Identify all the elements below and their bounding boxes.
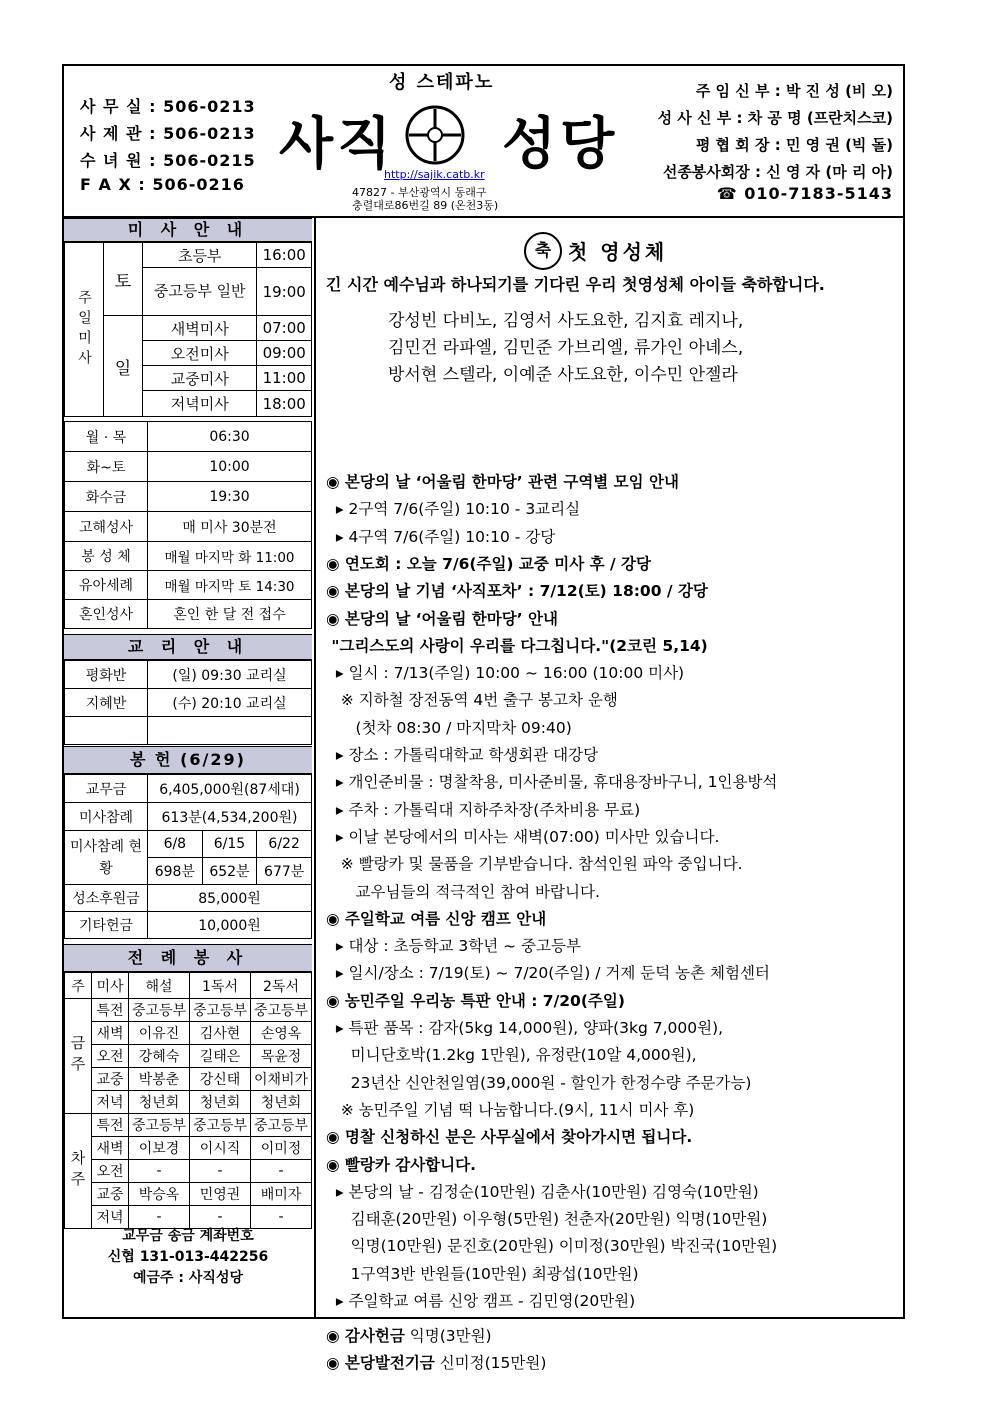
liturgy-cell: 오전 <box>92 1045 129 1068</box>
liturgy-cell: - <box>190 1160 251 1183</box>
liturgy-cell: 청년회 <box>251 1091 312 1114</box>
liturgy-cell: 이유진 <box>129 1022 190 1045</box>
liturgy-cell: 중고등부 <box>251 1114 312 1137</box>
notice-line: ◉ 농민주일 우리농 특판 안내 : 7/20(주일) <box>326 991 625 1010</box>
liturgy-cell: - <box>129 1160 190 1183</box>
liturgy-cell: 새벽 <box>92 1022 129 1045</box>
notice-line: ▸ 일시/장소 : 7/19(토) ~ 7/20(주일) / 거제 둔덕 농촌 체험센터 <box>326 964 770 983</box>
liturgy-head: 2독서 <box>251 973 312 999</box>
weekday-time: 혼인 한 달 전 접수 <box>148 600 312 629</box>
weekday-time: 매월 마지막 토 14:30 <box>148 571 312 600</box>
sunday-label: 주일미사 <box>65 243 104 417</box>
notice-line: 23년산 신안천일염(39,000원 - 할인가 한정수량 주문가능) <box>326 1073 752 1092</box>
liturgy-cell: 박봉춘 <box>129 1068 190 1091</box>
notice-line: 익명(10만원) 문진호(20만원) 이미정(30만원) 박진국(10만원) <box>326 1237 778 1256</box>
weekday-name: 유아세례 <box>65 571 148 600</box>
liturgy-cell: 저녁 <box>92 1206 129 1229</box>
weekday-name: 봉 성 체 <box>65 542 148 571</box>
notice-line: ▸ 일시 : 7/13(주일) 10:00 ~ 16:00 (10:00 미사) <box>326 664 685 683</box>
liturgy-cell: 교중 <box>92 1068 129 1091</box>
liturgy-head: 주 <box>65 973 92 999</box>
offering-name: 교무금 <box>65 775 148 803</box>
notice-line: 1구역3반 반원들(10만원) 최광섭(10만원) <box>326 1264 639 1283</box>
liturgy-cell: 저녁 <box>92 1091 129 1114</box>
notice-line: 김태훈(20만원) 이우형(5만원) 천춘자(20만원) 익명(10만원) <box>326 1210 768 1229</box>
phone-number: ☎ 010-7183-5143 <box>716 184 893 203</box>
class-time: (일) 09:30 교리실 <box>148 661 312 689</box>
weekday-time: 19:30 <box>148 482 312 512</box>
names-line: 김민건 라파엘, 김민준 가브리엘, 류가인 아녜스, <box>388 338 744 358</box>
first-communion-title: 첫 영성체 <box>568 240 668 264</box>
notice-line: ▸ 본당의 날 - 김정순(10만원) 김춘사(10만원) 김영숙(10만원) <box>326 1182 759 1201</box>
sun-label: 일 <box>104 316 143 417</box>
staff-assistant: 성 사 신 부 : 차 공 명 (프란치스코) <box>657 109 893 127</box>
mass-time: 16:00 <box>257 243 312 268</box>
account-holder: 예금주 : 사직성당 <box>132 1270 243 1286</box>
attendance-label: 미사참례 현황 <box>65 831 148 885</box>
notice-line: ※ 지하철 장전동역 4번 출구 봉고차 운행 <box>326 691 618 710</box>
class-name: 지혜반 <box>65 689 148 717</box>
parish-logo-icon <box>404 104 466 166</box>
liturgy-cell: 길태은 <box>190 1045 251 1068</box>
liturgy-cell: - <box>190 1206 251 1229</box>
weekday-time: 매월 마지막 화 11:00 <box>148 542 312 571</box>
liturgy-cell: 강혜숙 <box>129 1045 190 1068</box>
liturgy-cell: 손영옥 <box>251 1022 312 1045</box>
attendance-date: 6/15 <box>202 831 257 858</box>
mass-time: 07:00 <box>257 316 312 341</box>
mass-name: 새벽미사 <box>143 316 257 341</box>
notice-line: ▸ 개인준비물 : 명찰착용, 미사준비물, 휴대용장바구니, 1인용방석 <box>326 773 778 792</box>
weekday-name: 혼인성사 <box>65 600 148 629</box>
liturgy-cell: - <box>251 1206 312 1229</box>
notice-line: ◉ 명찰 신청하신 분은 사무실에서 찾아가시면 됩니다. <box>326 1128 693 1147</box>
liturgy-cell: 중고등부 <box>190 1114 251 1137</box>
liturgy-head: 해설 <box>129 973 190 999</box>
liturgy-cell: 이미정 <box>251 1137 312 1160</box>
offering-name: 성소후원금 <box>65 885 148 912</box>
doctrine-title: 교 리 안 내 <box>64 634 312 660</box>
notice-line: ※ 빨랑카 및 물품을 기부받습니다. 참석인원 파악 중입니다. <box>326 855 743 874</box>
liturgy-cell: 청년회 <box>190 1091 251 1114</box>
notice-line: ◉ 본당의 날 기념 ‘사직포차’ : 7/12(토) 18:00 / 강당 <box>326 582 708 601</box>
parish-url[interactable]: http://sajik.catb.kr <box>384 168 485 181</box>
weekday-name: 고해성사 <box>65 512 148 542</box>
offering-name: 미사참례 <box>65 803 148 831</box>
header <box>64 66 903 218</box>
mass-name: 오전미사 <box>143 341 257 366</box>
parish-address: 47827 - 부산광역시 동래구 충렬대로86번길 89 (온천3동) <box>352 186 499 212</box>
notice-line: ◉ 본당의 날 ‘어울림 한마당’ 안내 <box>326 609 558 628</box>
class-time: (수) 20:10 교리실 <box>148 689 312 717</box>
weekday-name: 화수금 <box>65 482 148 512</box>
staff-service: 선종봉사회장 : 신 영 자 (마 리 아) <box>662 163 893 181</box>
liturgy-cell: 김사현 <box>190 1022 251 1045</box>
liturgy-cell: 배미자 <box>251 1183 312 1206</box>
offering-table <box>64 774 312 939</box>
sat-label: 토 <box>104 243 143 316</box>
first-communion-names <box>388 308 743 389</box>
weekday-time: 10:00 <box>148 452 312 482</box>
offering-value: 6,405,000원(87세대) <box>148 775 312 803</box>
attendance-value: 652분 <box>202 858 257 885</box>
class-name: 평화반 <box>65 661 148 689</box>
liturgy-cell: 이보경 <box>129 1137 190 1160</box>
liturgy-cell: 중고등부 <box>251 999 312 1022</box>
account-info <box>64 1226 312 1289</box>
notice-line: ◉ 본당의 날 ‘어울림 한마당’ 관련 구역별 모임 안내 <box>326 473 679 491</box>
contact-office: 사 무 실 : 506-0213 <box>80 97 256 116</box>
mass-title: 미 사 안 내 <box>64 218 312 242</box>
attendance-date: 6/22 <box>257 831 312 858</box>
celebration-badge-icon: 축 <box>524 232 562 270</box>
mass-time: 19:00 <box>257 268 312 316</box>
notice-line: 미니단호박(1.2kg 1만원), 유정란(10알 4,000원), <box>326 1046 697 1065</box>
notice-line: ◉ 빨랑카 감사합니다. <box>326 1155 476 1174</box>
notice-line: ▸ 주일학교 여름 신앙 캠프 - 김민영(20만원) <box>326 1292 636 1310</box>
offering-value: 613분(4,534,200원) <box>148 803 312 831</box>
liturgy-cell: 특전 <box>92 999 129 1022</box>
liturgy-head: 미사 <box>92 973 129 999</box>
liturgy-cell: - <box>129 1206 190 1229</box>
parish-patron: 성 스테파노 <box>389 72 495 93</box>
class-time <box>148 717 312 745</box>
liturgy-cell: 이채비가 <box>251 1068 312 1091</box>
liturgy-title: 전 례 봉 사 <box>64 944 312 972</box>
left-column <box>64 216 316 1317</box>
liturgy-cell: 오전 <box>92 1160 129 1183</box>
parish-name-left: 사직 <box>279 112 396 177</box>
week2-label: 차주 <box>65 1114 92 1229</box>
liturgy-table <box>64 972 312 1229</box>
staff-pastor: 주 임 신 부 : 박 진 성 (비 오) <box>695 82 893 100</box>
notice-line: ※ 농민주일 기념 떡 나눔합니다.(9시, 11시 미사 후) <box>326 1100 695 1119</box>
notice-line: ▸ 장소 : 가톨릭대학교 학생회관 대강당 <box>326 746 599 764</box>
notice-line: ▸ 대상 : 초등학교 3학년 ~ 중고등부 <box>326 937 581 956</box>
development-fund: ◉ 본당발전기금 신미정(15만원) <box>326 1354 547 1372</box>
names-line: 강성빈 다비노, 김영서 사도요한, 김지효 레지나, <box>388 311 744 331</box>
mass-name: 초등부 <box>143 243 257 268</box>
offering-name: 기타헌금 <box>65 912 148 939</box>
offering-value: 10,000원 <box>148 912 312 939</box>
notice-line: "그리스도의 사랑이 우리를 다그칩니다."(2코린 5,14) <box>326 636 708 655</box>
account-title: 교무금 송금 계좌번호 <box>122 1228 254 1244</box>
mass-name: 저녁미사 <box>143 391 257 417</box>
account-number: 신협 131-013-442256 <box>107 1249 269 1265</box>
contact-fax: F A X : 506-0216 <box>80 175 245 194</box>
notice-line: ◉ 주일학교 여름 신앙 캠프 안내 <box>326 909 547 928</box>
liturgy-cell: - <box>251 1160 312 1183</box>
liturgy-cell: 중고등부 <box>129 1114 190 1137</box>
attendance-date: 6/8 <box>148 831 203 858</box>
week1-label: 금주 <box>65 999 92 1114</box>
contact-convent: 수 녀 원 : 506-0215 <box>80 151 256 170</box>
mass-name: 교중미사 <box>143 366 257 391</box>
class-name <box>65 717 148 745</box>
doctrine-table <box>64 660 312 745</box>
attendance-value: 677분 <box>257 858 312 885</box>
notice-line: (첫차 08:30 / 마지막차 09:40) <box>326 718 572 737</box>
mass-sunday-table <box>64 242 312 417</box>
notice-line: ▸ 4구역 7/6(주일) 10:10 - 강당 <box>326 527 556 546</box>
liturgy-cell: 강신태 <box>190 1068 251 1091</box>
weekday-name: 화~토 <box>65 452 148 482</box>
thanks-offering: ◉ 감사헌금 익명(3만원) <box>326 1327 492 1345</box>
liturgy-cell: 중고등부 <box>129 999 190 1022</box>
liturgy-cell: 청년회 <box>129 1091 190 1114</box>
weekday-time: 매 미사 30분전 <box>148 512 312 542</box>
liturgy-cell: 새벽 <box>92 1137 129 1160</box>
liturgy-cell: 교중 <box>92 1183 129 1206</box>
first-communion-subtitle: 긴 시간 예수님과 하나되기를 기다린 우리 첫영성체 아이들 축하합니다. <box>326 275 825 294</box>
offering-value: 85,000원 <box>148 885 312 912</box>
liturgy-cell: 특전 <box>92 1114 129 1137</box>
mass-time: 09:00 <box>257 341 312 366</box>
liturgy-cell: 이시직 <box>190 1137 251 1160</box>
liturgy-cell: 박승옥 <box>129 1183 190 1206</box>
weekday-time: 06:30 <box>148 422 312 452</box>
contact-rectory: 사 제 관 : 506-0213 <box>80 124 256 143</box>
attendance-value: 698분 <box>148 858 203 885</box>
mass-name: 중고등부 일반 <box>143 268 257 316</box>
liturgy-cell: 중고등부 <box>190 999 251 1022</box>
mass-time: 18:00 <box>257 391 312 417</box>
mass-time: 11:00 <box>257 366 312 391</box>
notice-line: ▸ 2구역 7/6(주일) 10:10 - 3교리실 <box>326 500 581 519</box>
notice-line: 교우님들의 적극적인 참여 바랍니다. <box>326 882 600 901</box>
liturgy-cell: 민영권 <box>190 1183 251 1206</box>
weekday-name: 월 · 목 <box>65 422 148 452</box>
notice-line: ◉ 연도회 : 오늘 7/6(주일) 교중 미사 후 / 강당 <box>326 554 651 573</box>
bulletin-frame <box>62 64 905 1372</box>
staff-council: 평 협 회 장 : 민 영 권 (빅 돌) <box>695 136 893 154</box>
parish-name-right: 성당 <box>502 112 619 177</box>
names-line: 방서현 스텔라, 이예준 사도요한, 이수민 안젤라 <box>388 365 738 385</box>
liturgy-head: 1독서 <box>190 973 251 999</box>
notice-line: ▸ 이날 본당에서의 미사는 새벽(07:00) 미사만 있습니다. <box>326 827 720 846</box>
liturgy-cell: 목윤정 <box>251 1045 312 1068</box>
mass-weekday-table <box>64 421 312 629</box>
offering-title: 봉 헌 (6/29) <box>64 746 312 774</box>
notice-line: ▸ 주차 : 가톨릭대 지하주차장(주차비용 무료) <box>326 800 641 819</box>
notice-line: ▸ 특판 품목 : 감자(5kg 14,000원), 양파(3kg 7,000원), <box>326 1019 724 1037</box>
